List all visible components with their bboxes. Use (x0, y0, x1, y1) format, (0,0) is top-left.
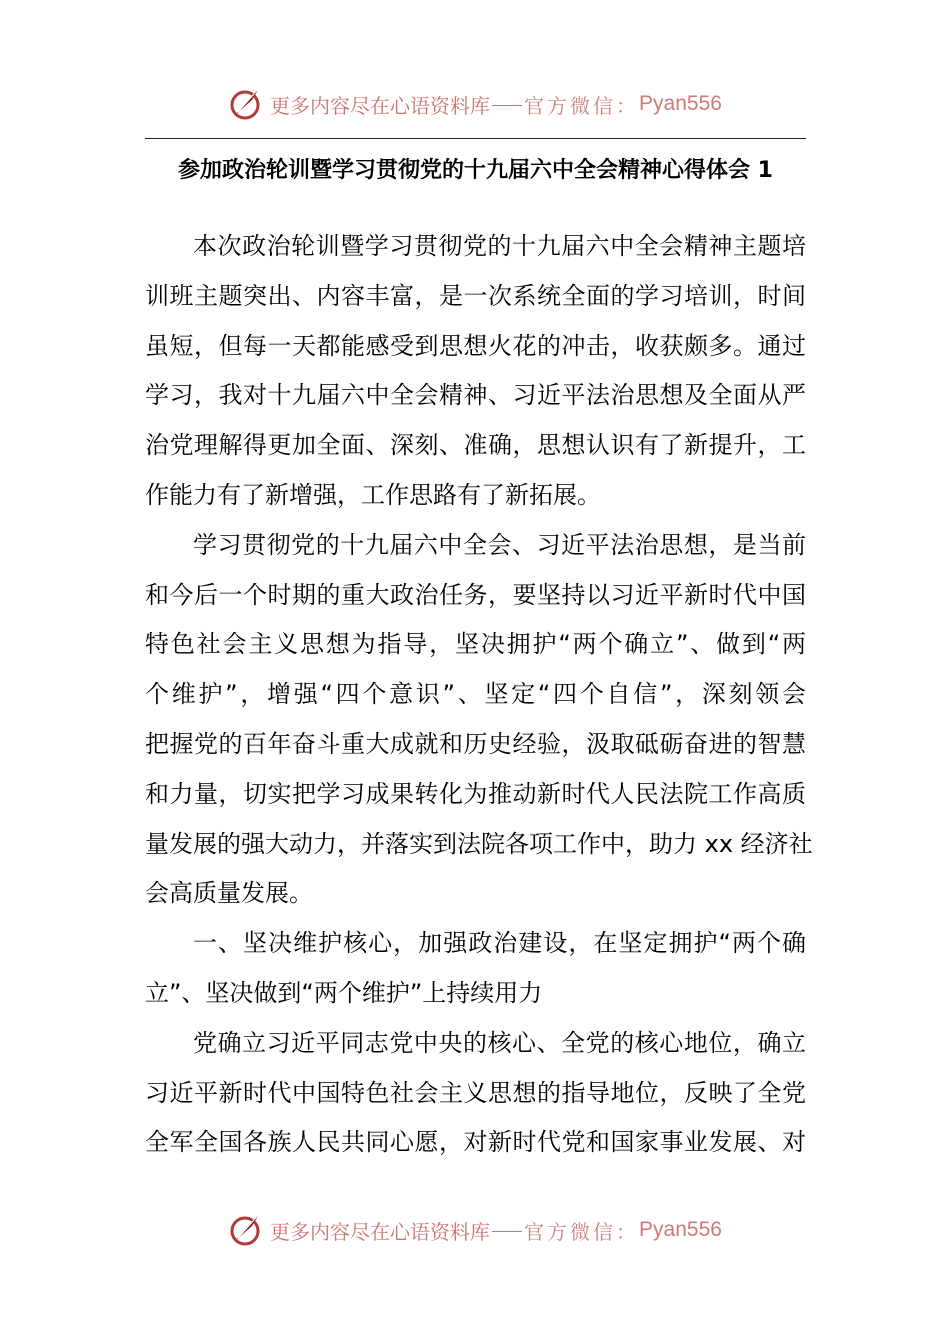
watermark-wechat-label: 官方微信： (524, 93, 640, 118)
watermark-wechat-id: Pyan556 (639, 1218, 722, 1241)
paragraph-line: 个维护”，增强“四个意识”、坚定“四个自信”，深刻领会 (145, 680, 806, 709)
paragraph-line: 会高质量发展。 (145, 879, 313, 908)
paragraph-line: 学习贯彻党的十九届六中全会、习近平法治思想，是当前 (193, 530, 806, 559)
header-watermark (0, 84, 950, 124)
document-body (145, 222, 813, 1168)
paragraph-line: 治党理解得更加全面、深刻、准确，思想认识有了新提升，工 (145, 431, 806, 460)
quill-pen-logo-icon (228, 1212, 264, 1248)
watermark-main-text: 更多内容尽在心语资料库 (270, 93, 491, 118)
watermark-wechat-label: 官方微信： (524, 1219, 640, 1244)
header-divider (145, 138, 806, 139)
section-heading-line: 立”、坚决做到“两个维护”上持续用力 (145, 978, 543, 1007)
watermark-dash (492, 105, 522, 106)
paragraph-line: 党确立习近平同志党中央的核心、全党的核心地位，确立 (193, 1028, 806, 1057)
paragraph-line: 作能力有了新增强，工作思路有了新拓展。 (145, 480, 601, 509)
paragraph-line: 习近平新时代中国特色社会主义思想的指导地位，反映了全党 (145, 1078, 806, 1107)
document-title: 参加政治轮训暨学习贯彻党的十九届六中全会精神心得体会 1 (178, 158, 773, 183)
watermark-wechat-id: Pyan556 (639, 92, 722, 115)
footer-watermark (0, 1210, 950, 1250)
paragraph-line: 把握党的百年奋斗重大成就和历史经验，汲取砥砺奋进的智慧 (145, 729, 806, 758)
watermark-text (270, 1216, 722, 1245)
paragraph-line: 全军全国各族人民共同心愿，对新时代党和国家事业发展、对 (145, 1128, 806, 1157)
paragraph-line: 虽短，但每一天都能感受到思想火花的冲击，收获颇多。通过 (145, 331, 806, 360)
paragraph-line: 和力量，切实把学习成果转化为推动新时代人民法院工作高质 (145, 779, 806, 808)
quill-pen-logo-icon (228, 86, 264, 122)
paragraph-line: 和今后一个时期的重大政治任务，要坚持以习近平新时代中国 (145, 580, 806, 609)
watermark-main-text: 更多内容尽在心语资料库 (270, 1219, 491, 1244)
watermark-text (270, 90, 722, 119)
paragraph-line: 学习，我对十九届六中全会精神、习近平法治思想及全面从严 (145, 381, 806, 410)
paragraph-line: 训班主题突出、内容丰富，是一次系统全面的学习培训，时间 (145, 281, 806, 310)
paragraph-line: 量发展的强大动力，并落实到法院各项工作中，助力 xx 经济社 (145, 829, 813, 858)
paragraph-line: 特色社会主义思想为指导，坚决拥护“两个确立”、做到“两 (145, 630, 806, 659)
watermark-dash (492, 1231, 522, 1232)
paragraph-line: 本次政治轮训暨学习贯彻党的十九届六中全会精神主题培 (193, 232, 806, 260)
section-heading-line: 一、坚决维护核心，加强政治建设，在坚定拥护“两个确 (193, 929, 806, 958)
